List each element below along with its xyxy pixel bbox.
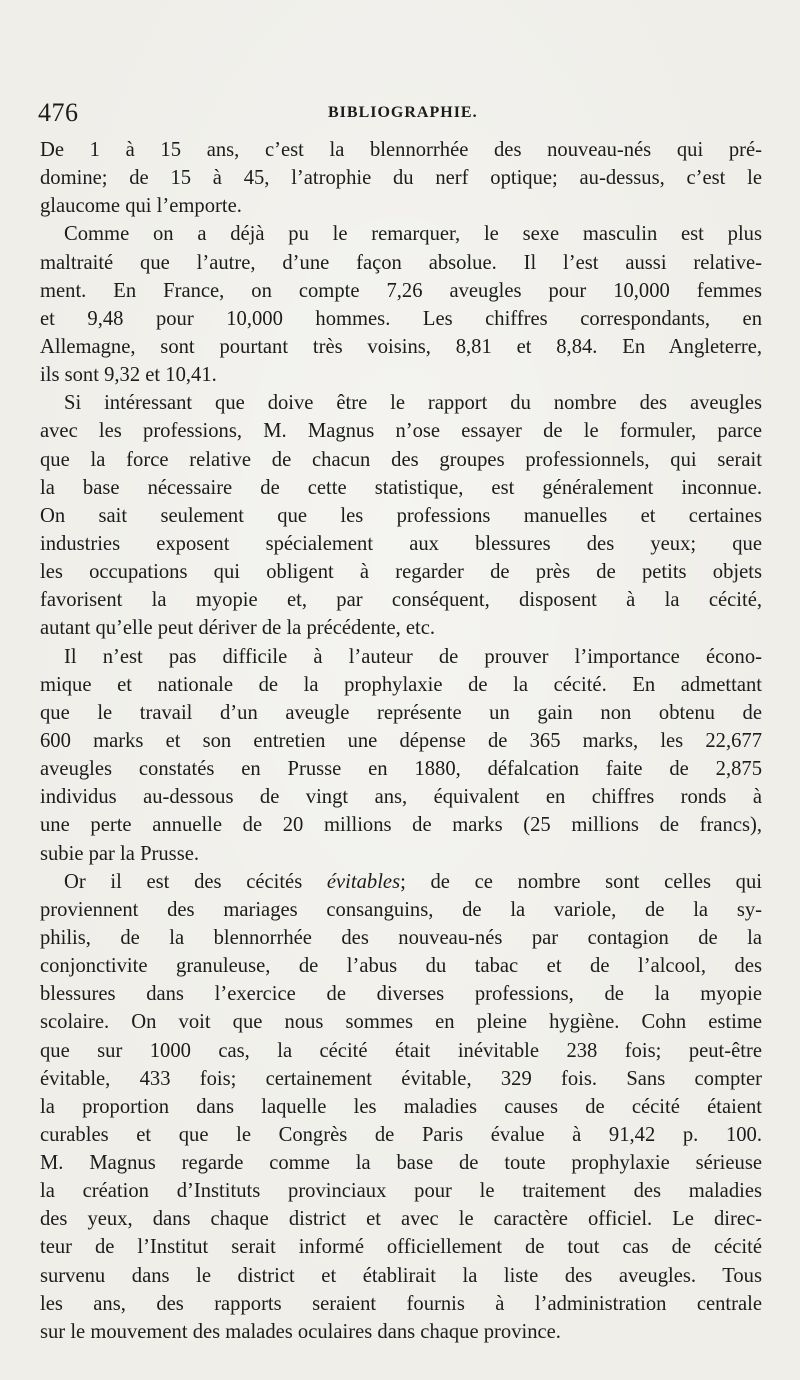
text-line: évitable, 433 fois; certainement évitable, 329 fois. Sans compter bbox=[40, 1067, 762, 1090]
page-number: 476 bbox=[38, 98, 79, 127]
text-line: mique et nationale de la prophylaxie de la cécité. En admettant bbox=[40, 673, 762, 696]
text-line: que sur 1000 cas, la cécité était inévitable 238 fois; peut-être bbox=[40, 1039, 762, 1062]
text-line: et 9,48 pour 10,000 hommes. Les chiffres correspondants, en bbox=[40, 307, 762, 330]
running-title: BIBLIOGRAPHIE. bbox=[328, 104, 478, 121]
text-line: conjonctivite granuleuse, de l’abus du tabac et de l’alcool, des bbox=[40, 955, 762, 978]
text-line: des yeux, dans chaque district et avec le caractère officiel. Le direc- bbox=[40, 1208, 762, 1231]
text-line: philis, de la blennorrhée des nouveau-nés par contagion de la bbox=[40, 926, 762, 949]
text-line: favorisent la myopie et, par conséquent, disposent à la cécité, bbox=[40, 589, 762, 612]
text-line: Si intéressant que doive être le rapport du nombre des aveugles bbox=[64, 392, 762, 415]
text-line: Comme on a déjà pu le remarquer, le sexe masculin est plus bbox=[64, 223, 762, 246]
text-line: proviennent des mariages consanguins, de la variole, de la sy- bbox=[40, 898, 762, 921]
text-line: teur de l’Institut serait informé officiellement de tout cas de cécité bbox=[40, 1236, 762, 1259]
text-line: 600 marks et son entretien une dépense de 365 marks, les 22,677 bbox=[40, 729, 762, 752]
text-line: domine; de 15 à 45, l’atrophie du nerf optique; au-dessus, c’est le bbox=[40, 167, 762, 190]
text-line: glaucome qui l’emporte. bbox=[40, 195, 242, 218]
text-line: la création d’Instituts provinciaux pour le traitement des maladies bbox=[40, 1180, 762, 1203]
running-head bbox=[38, 98, 762, 132]
text-line: ils sont 9,32 et 10,41. bbox=[40, 364, 217, 387]
text-line: individus au-dessous de vingt ans, équivalent en chiffres ronds à bbox=[40, 786, 762, 809]
text-line: que le travail d’un aveugle représente un gain non obtenu de bbox=[40, 701, 762, 724]
text-line: subie par la Prusse. bbox=[40, 842, 199, 865]
text-line: On sait seulement que les professions manuelles et certaines bbox=[40, 504, 762, 527]
text-line: les occupations qui obligent à regarder de près de petits objets bbox=[40, 561, 762, 584]
text-line: avec les professions, M. Magnus n’ose essayer de le formuler, parce bbox=[40, 420, 762, 443]
text-line: la base nécessaire de cette statistique, est généralement inconnue. bbox=[40, 476, 762, 499]
text-line: Or il est des cécités évitables; de ce nombre sont celles qui bbox=[64, 870, 762, 893]
text-line: aveugles constatés en Prusse en 1880, défalcation faite de 2,875 bbox=[40, 758, 762, 781]
text-line: sur le mouvement des malades oculaires dans chaque province. bbox=[40, 1320, 561, 1343]
text-line: que la force relative de chacun des groupes professionnels, qui serait bbox=[40, 448, 762, 471]
text-line: curables et que le Congrès de Paris évalue à 91,42 p. 100. bbox=[40, 1123, 762, 1146]
text-line: maltraité que l’autre, d’une façon absolue. Il l’est aussi relative- bbox=[40, 251, 762, 274]
text-line: ment. En France, on compte 7,26 aveugles pour 10,000 femmes bbox=[40, 279, 762, 302]
italic-term: évitables bbox=[326, 870, 401, 893]
text-line: Allemagne, sont pourtant très voisins, 8,81 et 8,84. En Angleterre, bbox=[40, 335, 762, 358]
text-line: une perte annuelle de 20 millions de marks (25 millions de francs), bbox=[40, 814, 762, 837]
text-line: autant qu’elle peut dériver de la précédente, etc. bbox=[40, 617, 436, 640]
text-line: Il n’est pas difficile à l’auteur de prouver l’importance écono- bbox=[64, 645, 762, 668]
text-line: De 1 à 15 ans, c’est la blennorrhée des nouveau-nés qui pré- bbox=[40, 139, 762, 161]
text-line: M. Magnus regarde comme la base de toute prophylaxie sérieuse bbox=[40, 1152, 762, 1175]
text-line: les ans, des rapports seraient fournis à l’administration centrale bbox=[40, 1292, 762, 1315]
text-line: survenu dans le district et établirait la liste des aveugles. Tous bbox=[40, 1264, 762, 1287]
text-line: industries exposent spécialement aux blessures des yeux; que bbox=[40, 532, 762, 555]
text-line: la proportion dans laquelle les maladies causes de cécité étaient bbox=[40, 1095, 762, 1118]
text-line: blessures dans l’exercice de diverses professions, de la myopie bbox=[40, 983, 762, 1006]
body-text bbox=[40, 136, 762, 1346]
text-line: scolaire. On voit que nous sommes en pleine hygiène. Cohn estime bbox=[40, 1011, 762, 1034]
